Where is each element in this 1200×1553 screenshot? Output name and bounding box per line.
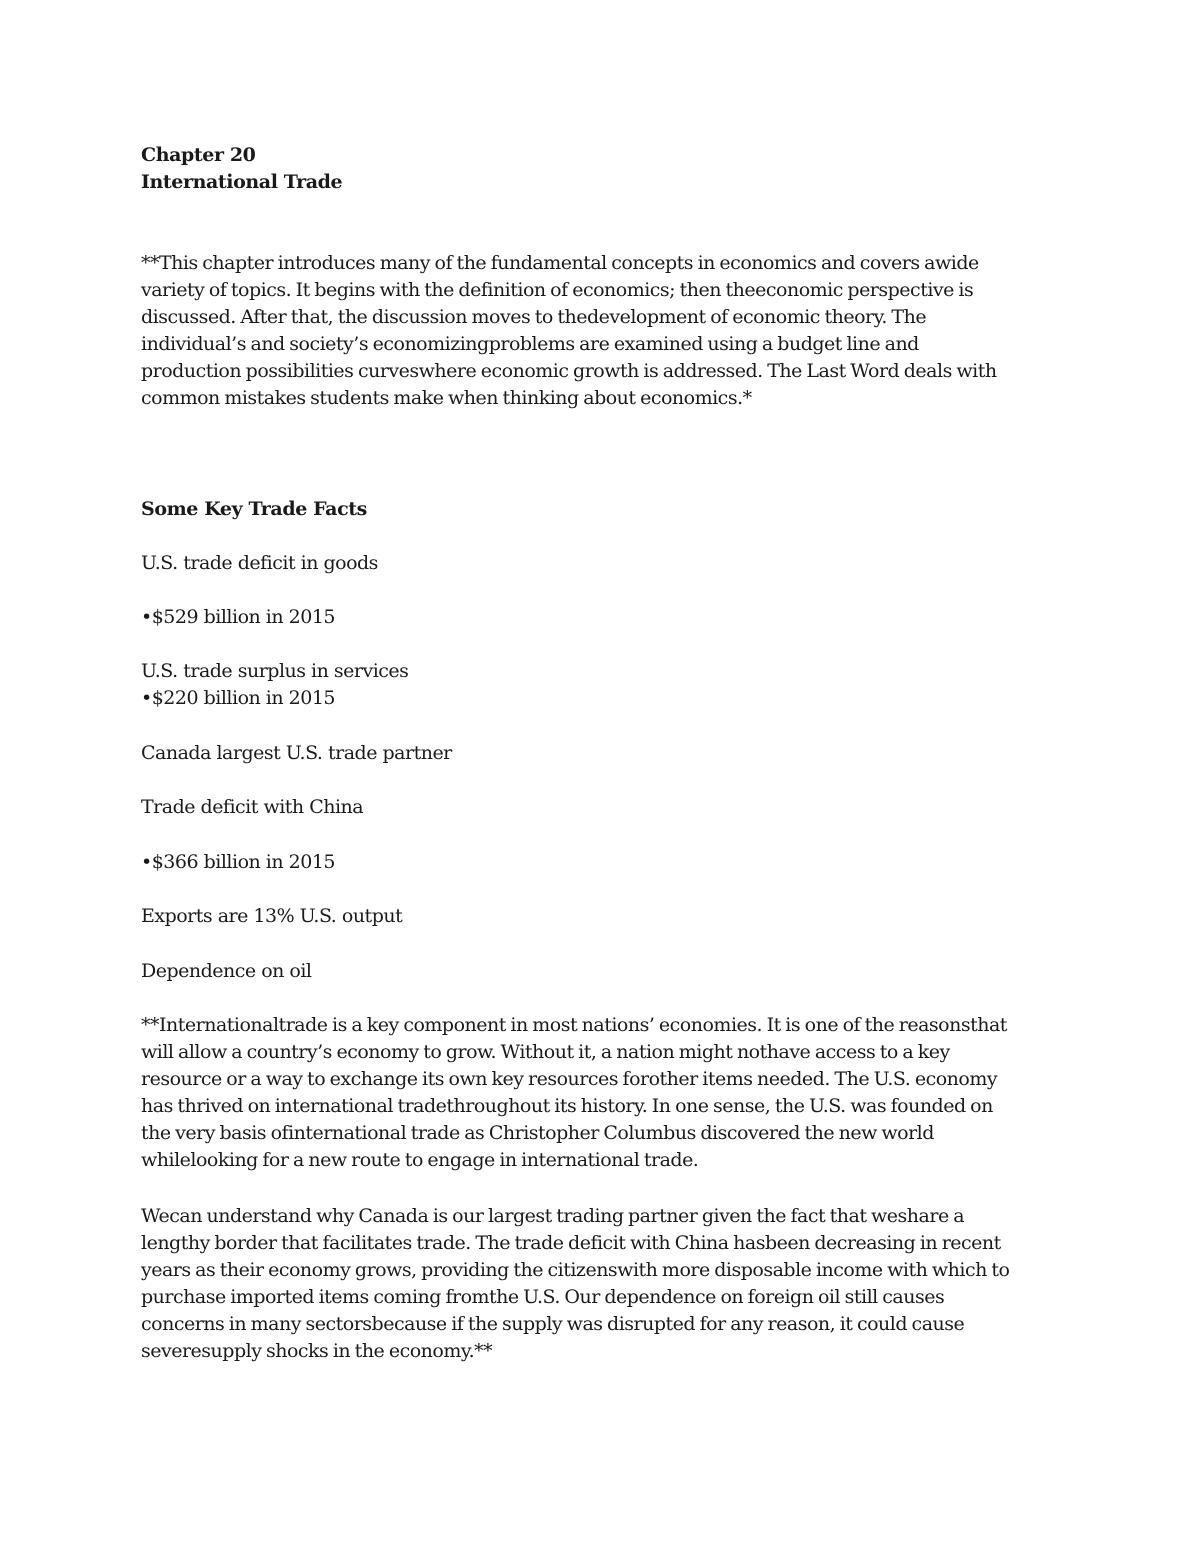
discussion-line: has thrived on international tradethroughout its history. In one sense, the U.S. was founded on: [141, 1095, 993, 1117]
fact-services-surplus-value: •$220 billion in 2015: [141, 687, 335, 709]
section-heading: Some Key Trade Facts: [141, 498, 367, 520]
discussion-paragraph-2: [141, 1203, 1009, 1365]
discussion-line: the very basis ofinternational trade as Christopher Columbus discovered the new world: [141, 1122, 934, 1144]
title-block: [141, 142, 1061, 196]
fact-goods-deficit-value: •$529 billion in 2015: [141, 606, 335, 628]
discussion-line: years as their economy grows, providing the citizenswith more disposable income with which to: [141, 1259, 1010, 1281]
discussion-line: whilelooking for a new route to engage in international trade.: [141, 1149, 699, 1171]
discussion-line: Wecan understand why Canada is our largest trading partner given the fact that weshare a: [141, 1205, 965, 1227]
fact-china: Trade deficit with China: [141, 796, 364, 818]
discussion-line: severesupply shocks in the economy.**: [141, 1340, 493, 1362]
chapter-label: Chapter 20: [141, 144, 256, 166]
fact-canada: Canada largest U.S. trade partner: [141, 742, 452, 764]
intro-line: individual’s and society’s economizingproblems are examined using a budget line and: [141, 333, 919, 355]
fact-exports: Exports are 13% U.S. output: [141, 905, 403, 927]
intro-paragraph: [141, 250, 1061, 412]
discussion-line: purchase imported items coming fromthe U.S. Our dependence on foreign oil still causes: [141, 1286, 945, 1308]
discussion-line: **Internationaltrade is a key component in most nations’ economies. It is one of the reasonsthat: [141, 1014, 1007, 1036]
discussion-line: resource or a way to exchange its own key resources forother items needed. The U.S. economy: [141, 1068, 998, 1090]
chapter-title: International Trade: [141, 171, 343, 193]
intro-line: discussed. After that, the discussion moves to thedevelopment of economic theory. The: [141, 306, 927, 328]
fact-china-value: •$366 billion in 2015: [141, 851, 335, 873]
fact-goods-deficit: U.S. trade deficit in goods: [141, 552, 378, 574]
discussion-line: concerns in many sectorsbecause if the supply was disrupted for any reason, it could cause: [141, 1313, 965, 1335]
fact-oil: Dependence on oil: [141, 960, 312, 982]
discussion-paragraph-1: [141, 1012, 1007, 1174]
fact-services-surplus: U.S. trade surplus in services: [141, 660, 409, 682]
intro-line: common mistakes students make when thinking about economics.*: [141, 387, 752, 409]
discussion-line: lengthy border that facilitates trade. The trade deficit with China hasbeen decreasing in recent: [141, 1232, 1001, 1254]
intro-line: production possibilities curveswhere economic growth is addressed. The Last Word deals with: [141, 360, 997, 382]
discussion-line: will allow a country’s economy to grow. Without it, a nation might nothave access to a key: [141, 1041, 950, 1063]
document-page: [141, 142, 1061, 1362]
intro-line: **This chapter introduces many of the fundamental concepts in economics and covers awide: [141, 252, 979, 274]
intro-line: variety of topics. It begins with the definition of economics; then theeconomic perspective is: [141, 279, 974, 301]
